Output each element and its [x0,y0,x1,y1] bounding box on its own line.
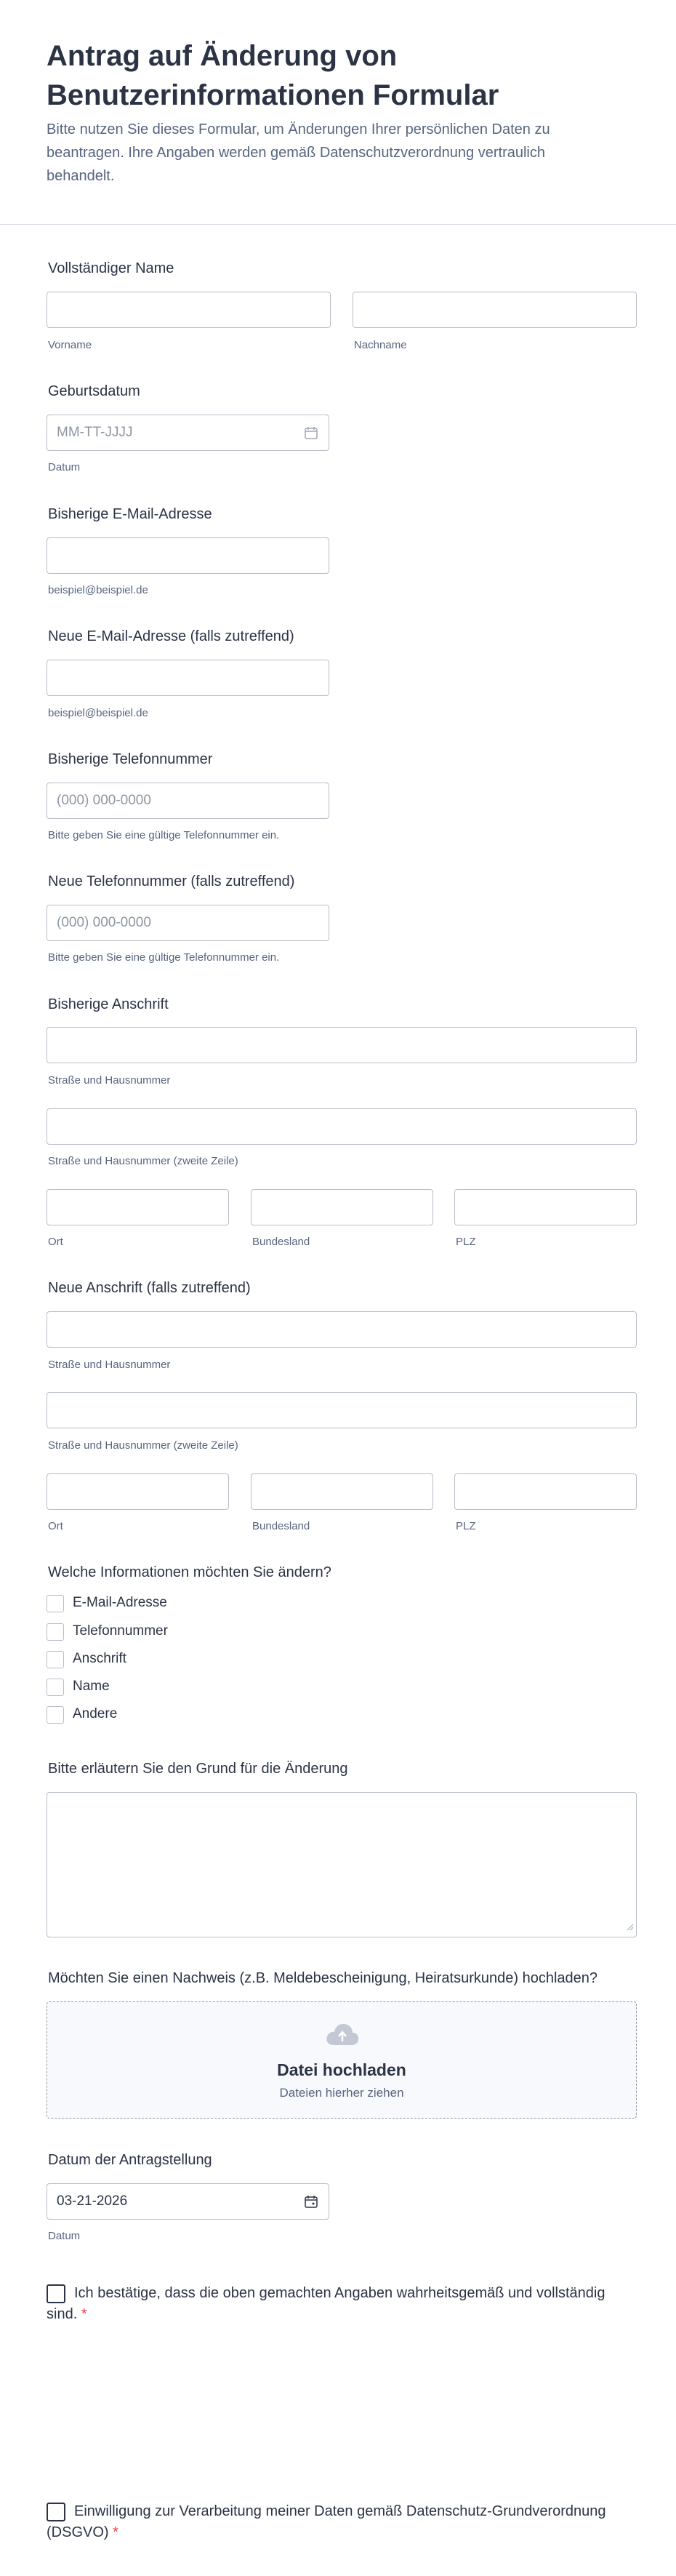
birthdate-placeholder: MM-TT-JJJJ [57,425,133,440]
request-date-label: Datum der Antragstellung [48,2152,212,2168]
old-street2-sublabel: Straße und Hausnummer (zweite Zeile) [48,1155,238,1167]
resize-handle-icon[interactable] [627,1921,634,1935]
reason-label: Bitte erläutern Sie den Grund für die Änderung [48,1761,348,1777]
request-date-input[interactable] [47,2183,329,2220]
old-state-sublabel: Bundesland [252,1236,310,1248]
birthdate-label: Geburtsdatum [48,383,140,399]
old-street-input[interactable] [47,1027,637,1063]
old-email-label: Bisherige E-Mail-Adresse [48,506,212,522]
name-label: Vollständiger Name [48,260,174,276]
checkbox-phone[interactable] [47,1623,64,1641]
last-name-sublabel: Nachname [354,339,407,351]
upload-title: Datei hochladen [277,2060,406,2079]
new-city-input[interactable] [47,1473,229,1510]
new-street2-sublabel: Straße und Hausnummer (zweite Zeile) [48,1439,238,1452]
birthdate-input[interactable] [47,415,329,451]
upload-hint: Dateien hierher ziehen [279,2086,404,2100]
old-state-input[interactable] [251,1189,433,1225]
old-zip-sublabel: PLZ [456,1236,476,1248]
new-state-input[interactable] [251,1473,433,1510]
old-city-input[interactable] [47,1189,229,1225]
new-street-input[interactable] [47,1311,637,1348]
confirm-required-mark: * [81,2306,87,2322]
new-phone-sublabel: Bitte geben Sie eine gültige Telefonnummer ein. [48,951,280,964]
checkbox-other-label[interactable]: Andere [73,1706,118,1721]
new-address-label: Neue Anschrift (falls zutreffend) [48,1280,251,1296]
new-city-sublabel: Ort [48,1520,63,1532]
checkbox-name[interactable] [47,1679,64,1696]
new-street-sublabel: Straße und Hausnummer [48,1359,171,1371]
calendar-icon[interactable] [304,425,318,444]
new-phone-label: Neue Telefonnummer (falls zutreffend) [48,873,295,889]
upload-cloud-icon [325,2022,360,2050]
birthdate-sublabel: Datum [48,461,81,473]
old-zip-input[interactable] [454,1189,637,1225]
consent-required-mark: * [113,2524,118,2540]
old-address-label: Bisherige Anschrift [48,996,169,1012]
consent-text: Einwilligung zur Verarbeitung meiner Daten gemäß Datenschutz-Grundverordnung (DSGVO) [47,2503,606,2540]
new-phone-input[interactable] [47,905,329,941]
old-city-sublabel: Ort [48,1236,63,1248]
new-zip-input[interactable] [454,1473,637,1510]
calendar-icon[interactable] [304,2194,318,2212]
upload-label: Möchten Sie einen Nachweis (z.B. Meldebescheinigung, Heiratsurkunde) hochladen? [48,1970,597,1986]
old-phone-placeholder: (000) 000-0000 [57,793,151,808]
new-zip-sublabel: PLZ [456,1520,476,1532]
checkbox-other[interactable] [47,1706,64,1724]
old-email-input[interactable] [47,537,329,574]
old-email-sublabel: beispiel@beispiel.de [48,584,148,596]
request-date-sublabel: Datum [48,2230,81,2242]
header-divider [0,224,676,225]
new-email-input[interactable] [47,660,329,696]
checkbox-address-label[interactable]: Anschrift [73,1651,126,1666]
old-street2-input[interactable] [47,1108,637,1145]
upload-dropzone[interactable] [47,2001,637,2119]
old-phone-input[interactable] [47,783,329,819]
confirm-label[interactable] [47,2283,628,2325]
new-email-sublabel: beispiel@beispiel.de [48,707,148,719]
old-phone-sublabel: Bitte geben Sie eine gültige Telefonnummer ein. [48,829,280,841]
change-info-label: Welche Informationen möchten Sie ändern? [48,1564,331,1580]
checkbox-phone-label[interactable]: Telefonnummer [73,1623,168,1639]
request-date-value: 03-21-2026 [57,2193,128,2209]
last-name-input[interactable] [353,292,637,328]
new-phone-placeholder: (000) 000-0000 [57,915,151,930]
checkbox-name-label[interactable]: Name [73,1679,110,1694]
reason-textarea[interactable] [47,1792,637,1937]
page-title: Antrag auf Änderung von Benutzerinformationen Formular [47,40,499,111]
first-name-input[interactable] [47,292,331,328]
checkbox-email[interactable] [47,1595,64,1612]
new-street2-input[interactable] [47,1392,637,1428]
old-street-sublabel: Straße und Hausnummer [48,1074,171,1087]
first-name-sublabel: Vorname [48,339,92,351]
checkbox-address[interactable] [47,1651,64,1668]
confirm-text: Ich bestätige, dass die oben gemachten Angaben wahrheitsgemäß und vollständig sind. [47,2285,605,2322]
page-subtitle: Bitte nutzen Sie dieses Formular, um Änderungen Ihrer persönlichen Daten zu beantragen. Ihre Angaben werden gemäß Datenschutzverordnung vertraulich behandelt. [47,121,550,184]
old-phone-label: Bisherige Telefonnummer [48,751,213,767]
new-state-sublabel: Bundesland [252,1520,310,1532]
consent-label[interactable] [47,2501,628,2543]
checkbox-email-label[interactable]: E-Mail-Adresse [73,1595,167,1610]
new-email-label: Neue E-Mail-Adresse (falls zutreffend) [48,628,294,644]
